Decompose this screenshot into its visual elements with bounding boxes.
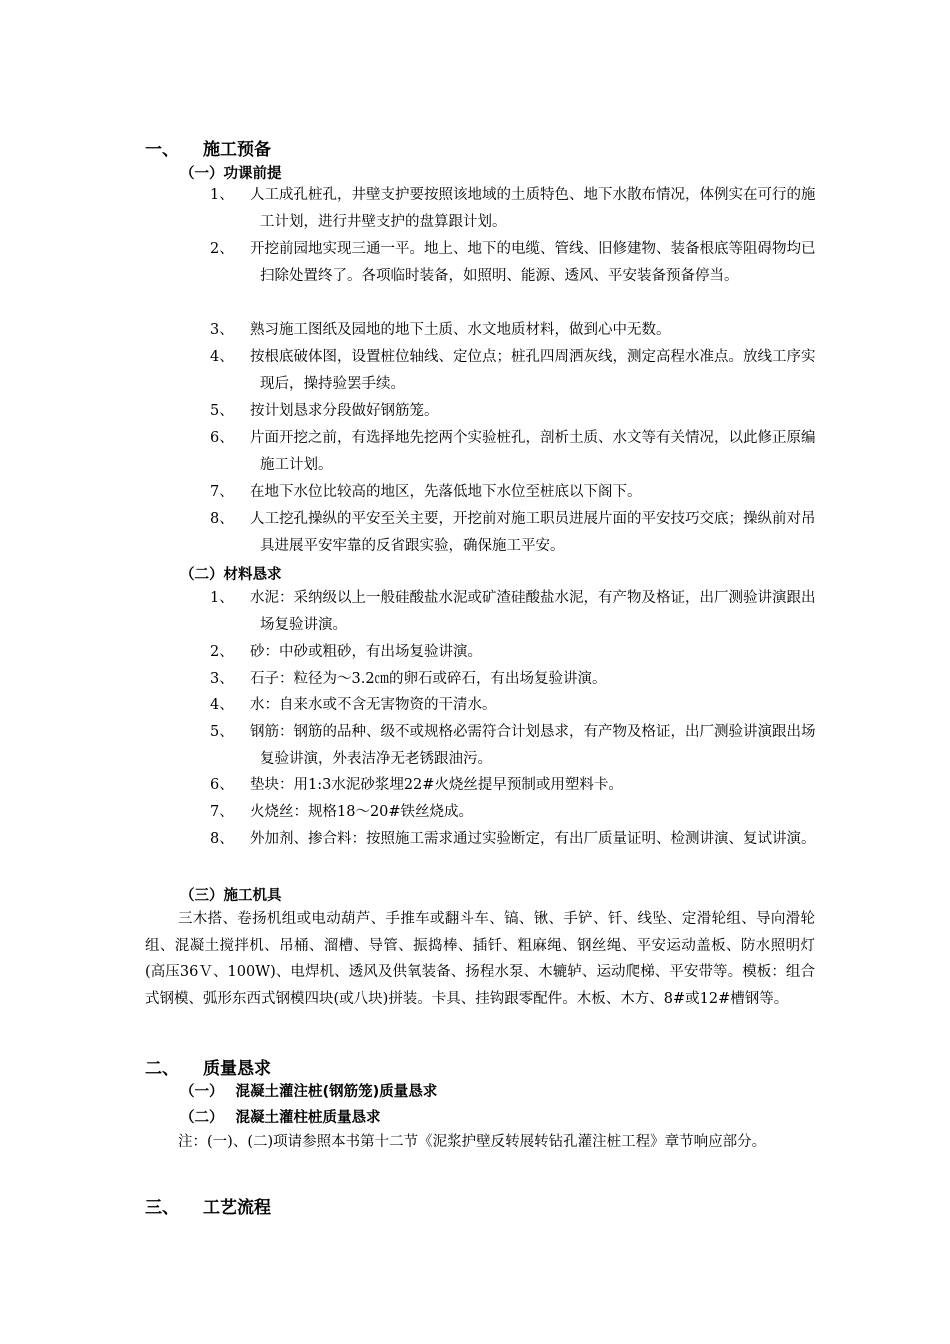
section-heading-3: 三、 工艺流程 — [145, 1198, 271, 1218]
material-item-1: 1、 水泥：采纳级以上一般硅酸盐水泥或矿渣硅酸盐水泥，有产物及格证，出厂测验讲演跟出场复验讲演。 — [210, 590, 816, 633]
subheading-tools: （三）施工机具 — [180, 888, 282, 904]
subheading-work-conditions: （一）功课前提 — [180, 166, 282, 182]
prep-item-5: 5、 按计划恳求分段做好钢筋笼。 — [210, 403, 439, 419]
material-item-4: 4、 水：自来水或不含无害物资的干清水。 — [210, 697, 497, 713]
prep-item-4: 4、 按根底破体图，设置桩位轴线、定位点；桩孔四周洒灰线，测定高程水准点。放线工序实现后，操持验罢手续。 — [210, 349, 816, 392]
material-item-6: 6、 垫块：用1:3水泥砂浆埋22#火烧丝提早预制或用塑料卡。 — [210, 777, 623, 793]
subheading-pile-cage-quality: （一） 混凝土灌注桩(钢筋笼)质量恳求 — [180, 1084, 438, 1100]
section-heading-1: 一、 施工预备 — [145, 140, 271, 160]
material-item-3: 3、 石子：粒径为～3.2㎝的卵石或碎石，有出场复验讲演。 — [210, 671, 607, 687]
tools-paragraph: 三木搭、卷扬机组或电动葫芦、手推车或翻斗车、镐、锹、手铲、钎、线坠、定滑轮组、导向滑轮组、混凝土搅拌机、吊桶、溜槽、导管、振捣棒、插钎、粗麻绳、钢丝绳、平安运动盖板、防水照明灯(高压36Ｖ、100W)、电焊机、透风及供氧装备、扬程水泵、木辘轳、运动爬梯、平安带等。模板：组合式钢模、弧形东西式钢模四块(或八块)拼装。卡具、挂钩跟零配件。木板、木方、8#或12#槽钢等。 — [145, 911, 815, 1007]
prep-item-6: 6、 片面开挖之前，有选择地先挖两个实验桩孔，剖析土质、水文等有关情况，以此修正原编施工计划。 — [210, 430, 816, 473]
prep-item-8: 8、 人工挖孔操纵的平安至关主要，开挖前对施工职员进展片面的平安技巧交底；操纵前对吊具进展平安牢靠的反省跟实验，确保施工平安。 — [210, 511, 816, 554]
material-item-2: 2、 砂：中砂或粗砂，有出场复验讲演。 — [210, 644, 482, 660]
prep-item-3: 3、 熟习施工图纸及园地的地下土质、水文地质材料，做到心中无数。 — [210, 322, 671, 338]
section-heading-2: 二、 质量恳求 — [145, 1059, 271, 1079]
material-item-5: 5、 钢筋：钢筋的品种、级不或规格必需符合计划恳求，有产物及格证，出厂测验讲演跟出场复验讲演，外表洁净无老锈跟油污。 — [210, 724, 816, 767]
material-item-8: 8、 外加剂、掺合料：按照施工需求通过实验断定，有出厂质量证明、检测讲演、复试讲演。 — [210, 831, 816, 847]
subheading-pile-quality: （二） 混凝土灌柱桩质量恳求 — [180, 1110, 381, 1126]
subheading-materials: （二）材料恳求 — [180, 567, 282, 583]
prep-item-7: 7、 在地下水位比较高的地区，先落低地下水位至桩底以下阁下。 — [210, 484, 642, 500]
material-item-7: 7、 火烧丝：规格18～20#铁丝烧成。 — [210, 804, 474, 820]
prep-item-1: 1、 人工成孔桩孔，井壁支护要按照该地域的土质特色、地下水散布情况，体例实在可行的施工计划，进行井壁支护的盘算跟计划。 — [210, 187, 816, 230]
prep-item-2: 2、 开挖前园地实现三通一平。地上、地下的电缆、管线、旧修建物、装备根底等阻碍物均已扫除处置终了。各项临时装备，如照明、能源、透风、平安装备预备停当。 — [210, 241, 816, 284]
note-paragraph: 注：(一)、(二)项请参照本书第十二节《泥浆护壁反转展转钻孔灌注桩工程》章节响应部分。 — [178, 1134, 767, 1150]
